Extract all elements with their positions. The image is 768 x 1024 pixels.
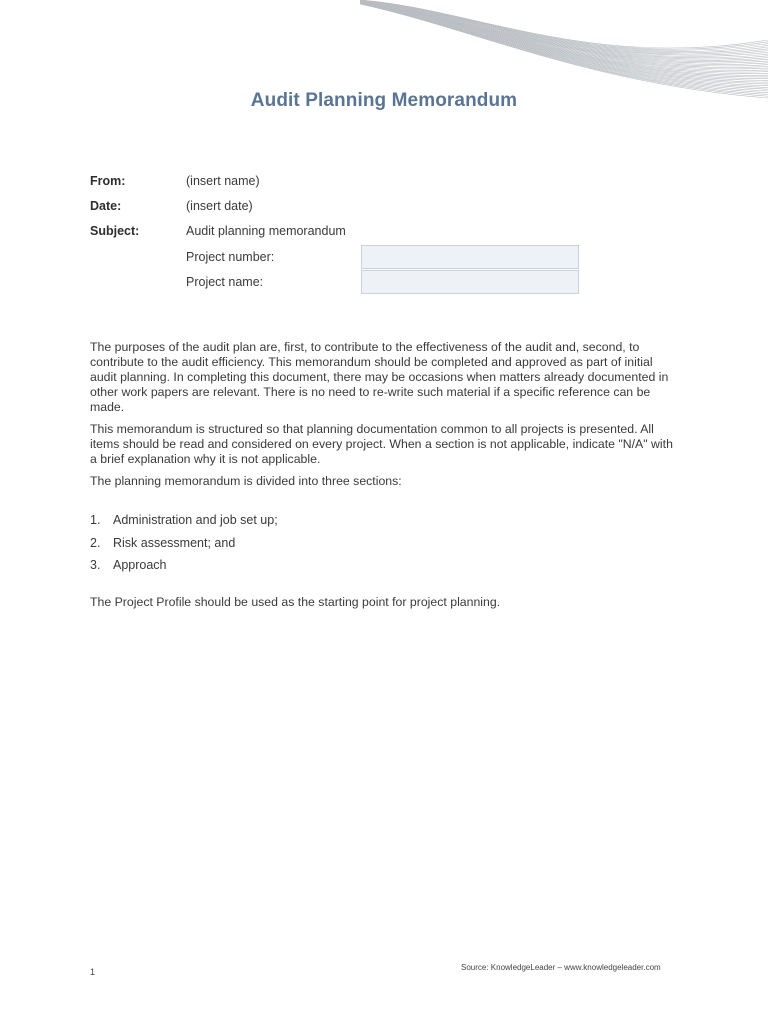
memo-body [90, 340, 680, 489]
project-name-field[interactable] [361, 270, 579, 294]
date-value[interactable]: (insert date) [186, 199, 253, 213]
list-item-text: Approach [113, 558, 167, 572]
list-item-number: 1. [90, 513, 101, 527]
project-number-label: Project number: [186, 250, 275, 264]
structure-paragraph: This memorandum is structured so that planning documentation common to all projects is presented. All items should be read and considered on every project. When a section is not applicable, indicate "N/A" with a brief explanation why it is not applicable. [90, 422, 673, 466]
list-item-number: 3. [90, 558, 101, 572]
list-item-text: Risk assessment; and [113, 536, 236, 550]
purpose-paragraph: The purposes of the audit plan are, first, to contribute to the effectiveness of the audit and, second, to contribute to the audit efficiency. This memorandum should be completed and approved as part of initial audit planning. In completing this document, there may be occasions when matters already documented in other work papers are relevant. There is no need to re-write such material if a specific reference can be made. [90, 340, 669, 414]
page-number: 1 [90, 967, 96, 977]
from-label: From: [90, 174, 126, 188]
subject-value: Audit planning memorandum [186, 224, 346, 238]
list-item-text: Administration and job set up; [113, 513, 278, 527]
wave-line [360, 0, 768, 49]
project-profile-note [90, 595, 680, 610]
source-credit: Source: KnowledgeLeader – www.knowledgeleader.com [461, 963, 661, 972]
date-label: Date: [90, 199, 122, 213]
list-item-number: 2. [90, 536, 101, 550]
subject-label: Subject: [90, 224, 140, 238]
document-title: Audit Planning Memorandum [250, 90, 518, 111]
from-value[interactable]: (insert name) [186, 174, 260, 188]
sections-intro-paragraph: The planning memorandum is divided into three sections: [90, 474, 402, 488]
project-name-label: Project name: [186, 275, 264, 289]
project-number-field[interactable] [361, 245, 579, 269]
project-profile-paragraph: The Project Profile should be used as the starting point for project planning. [90, 595, 501, 609]
